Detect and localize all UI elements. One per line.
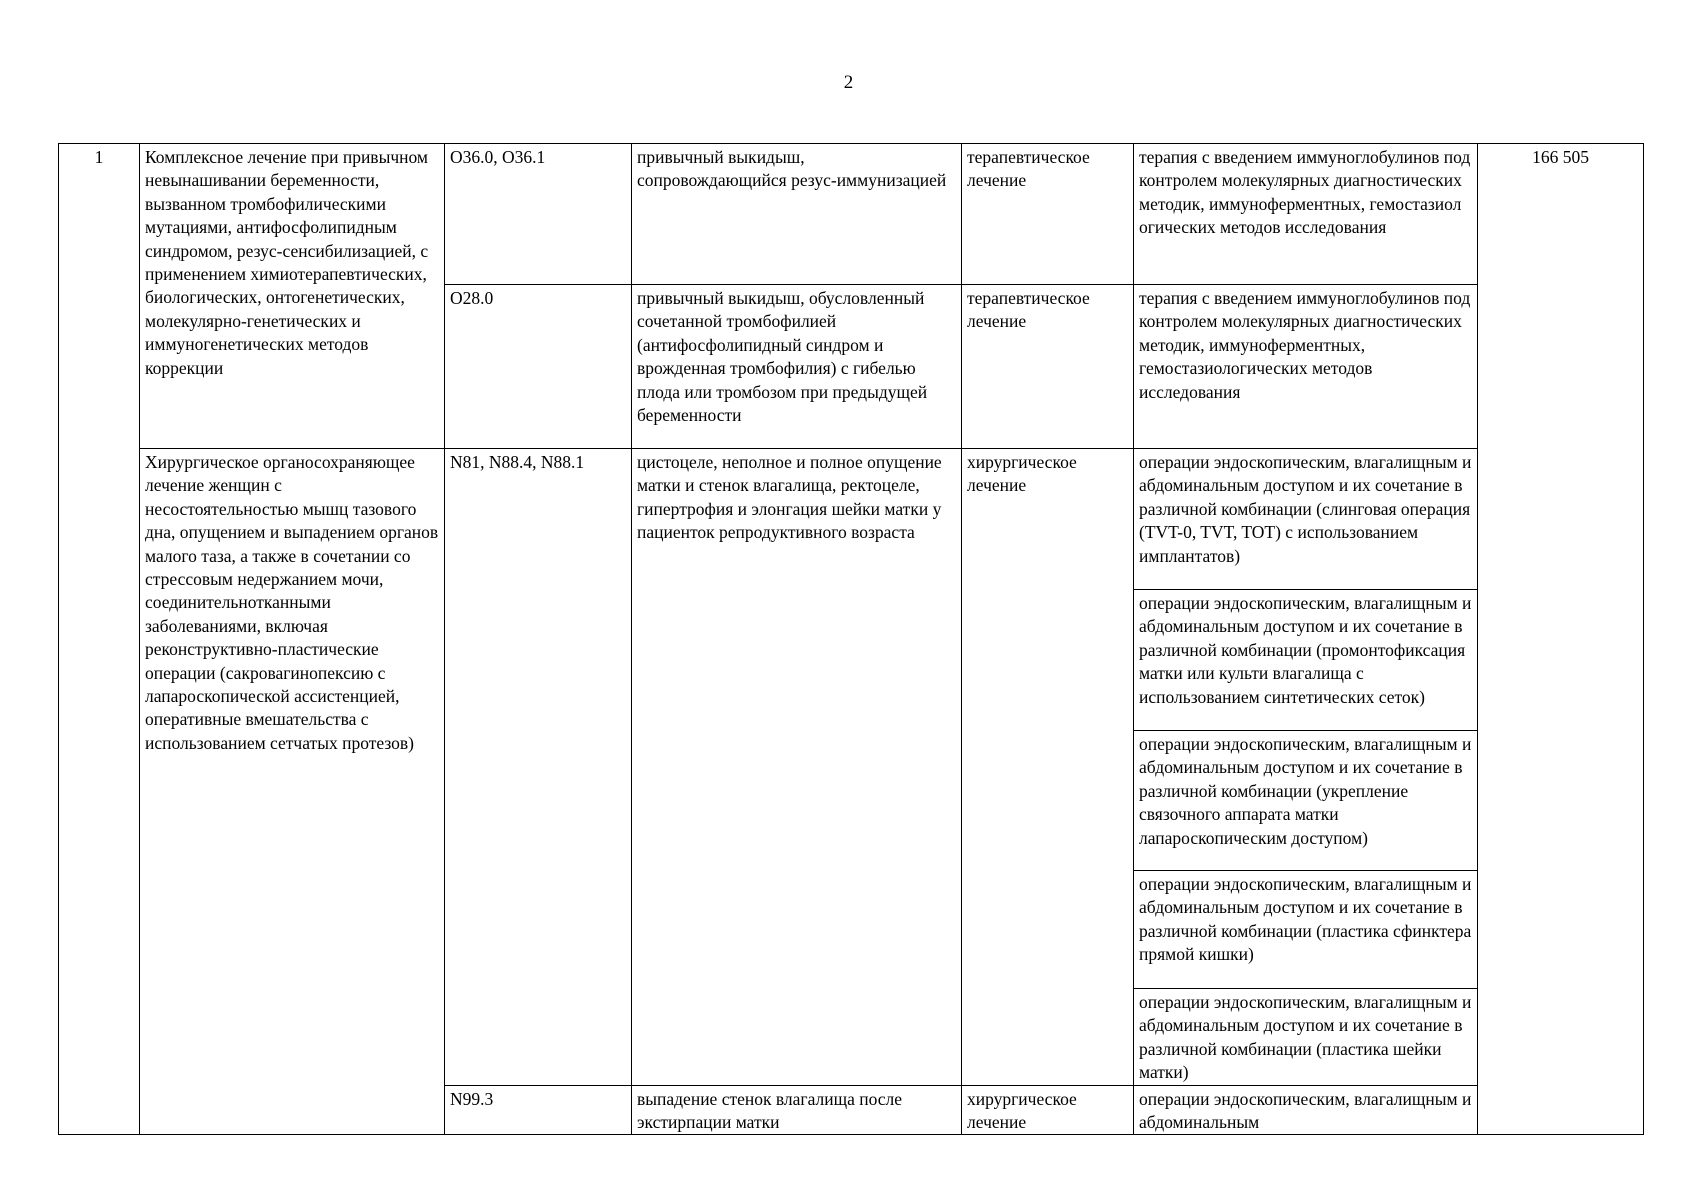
diagnosis-cell: цистоцеле, неполное и полное опущение матки и стенок влагалища, ректоцеле, гипертрофия и элонгация шейки матки у пациенток репродуктивного возраста <box>632 449 962 1086</box>
diagnosis-cell: выпадение стенок влагалища после экстирпации матки <box>632 1085 962 1135</box>
method-cell: операции эндоскопическим, влагалищным и абдоминальным <box>1134 1085 1478 1135</box>
diagnosis-cell: привычный выкидыш, сопровождающийся резус-иммунизацией <box>632 144 962 285</box>
code-cell: O28.0 <box>445 285 632 449</box>
diagnosis-cell: привычный выкидыш, обусловленный сочетанной тромбофилией (антифосфолипидный синдром и врожденная тромбофилия) с гибелью плода или тромбозом при предыдущей беременности <box>632 285 962 449</box>
code-cell: N81, N88.4, N88.1 <box>445 449 632 1086</box>
services-table <box>58 143 1644 1135</box>
group-name-cell: Комплексное лечение при привычном невынашивании беременности, вызванном тромбофилическими мутациями, антифосфолипидным синдромом, резус-сенсибилизацией, с применением химиотерапевтических, биологических, онтогенетических, молекулярно-генетических и иммуногенетических методов коррекции <box>140 144 445 449</box>
method-cell: операции эндоскопическим, влагалищным и абдоминальным доступом и их сочетание в различной комбинации (слинговая операция (TVT-0, TVT, TOT) с использованием имплантатов) <box>1134 449 1478 590</box>
code-cell: N99.3 <box>445 1085 632 1135</box>
method-cell: терапия с введением иммуноглобулинов под контролем молекулярных диагностических методик, иммуноферментных, гемостазиологических методов исследования <box>1134 285 1478 449</box>
method-cell: операции эндоскопическим, влагалищным и абдоминальным доступом и их сочетание в различной комбинации (пластика шейки матки) <box>1134 989 1478 1086</box>
treatment-type-cell: хирургическое лечение <box>962 449 1134 1086</box>
method-cell: операции эндоскопическим, влагалищным и абдоминальным доступом и их сочетание в различной комбинации (промонтофиксация матки или культи влагалища с использованием синтетических сеток) <box>1134 590 1478 731</box>
treatment-type-cell: терапевтическое лечение <box>962 285 1134 449</box>
row-number-cell: 1 <box>59 144 140 1135</box>
code-cell: O36.0, O36.1 <box>445 144 632 285</box>
table-row <box>59 449 1644 590</box>
price-cell: 166 505 <box>1478 144 1644 1135</box>
treatment-type-cell: хирургическое лечение <box>962 1085 1134 1135</box>
treatment-type-cell: терапевтическое лечение <box>962 144 1134 285</box>
method-cell: операции эндоскопическим, влагалищным и абдоминальным доступом и их сочетание в различной комбинации (пластика сфинктера прямой кишки) <box>1134 871 1478 989</box>
group-name-cell: Хирургическое органосохраняющее лечение женщин с несостоятельностью мышц тазового дна, опущением и выпадением органов малого таза, а также в сочетании со стрессовым недержанием мочи, соединительнотканными заболеваниями, включая реконструктивно-пластические операции (сакровагинопексию с лапароскопической ассистенцией, оперативные вмешательства с использованием сетчатых протезов) <box>140 449 445 1135</box>
table-row <box>59 144 1644 285</box>
page-number: 2 <box>843 72 854 93</box>
method-cell: операции эндоскопическим, влагалищным и абдоминальным доступом и их сочетание в различной комбинации (укрепление связочного аппарата матки лапароскопическим доступом) <box>1134 731 1478 871</box>
method-cell: терапия с введением иммуноглобулинов под контролем молекулярных диагностических методик, иммуноферментных, гемостазиол огических методов исследования <box>1134 144 1478 285</box>
